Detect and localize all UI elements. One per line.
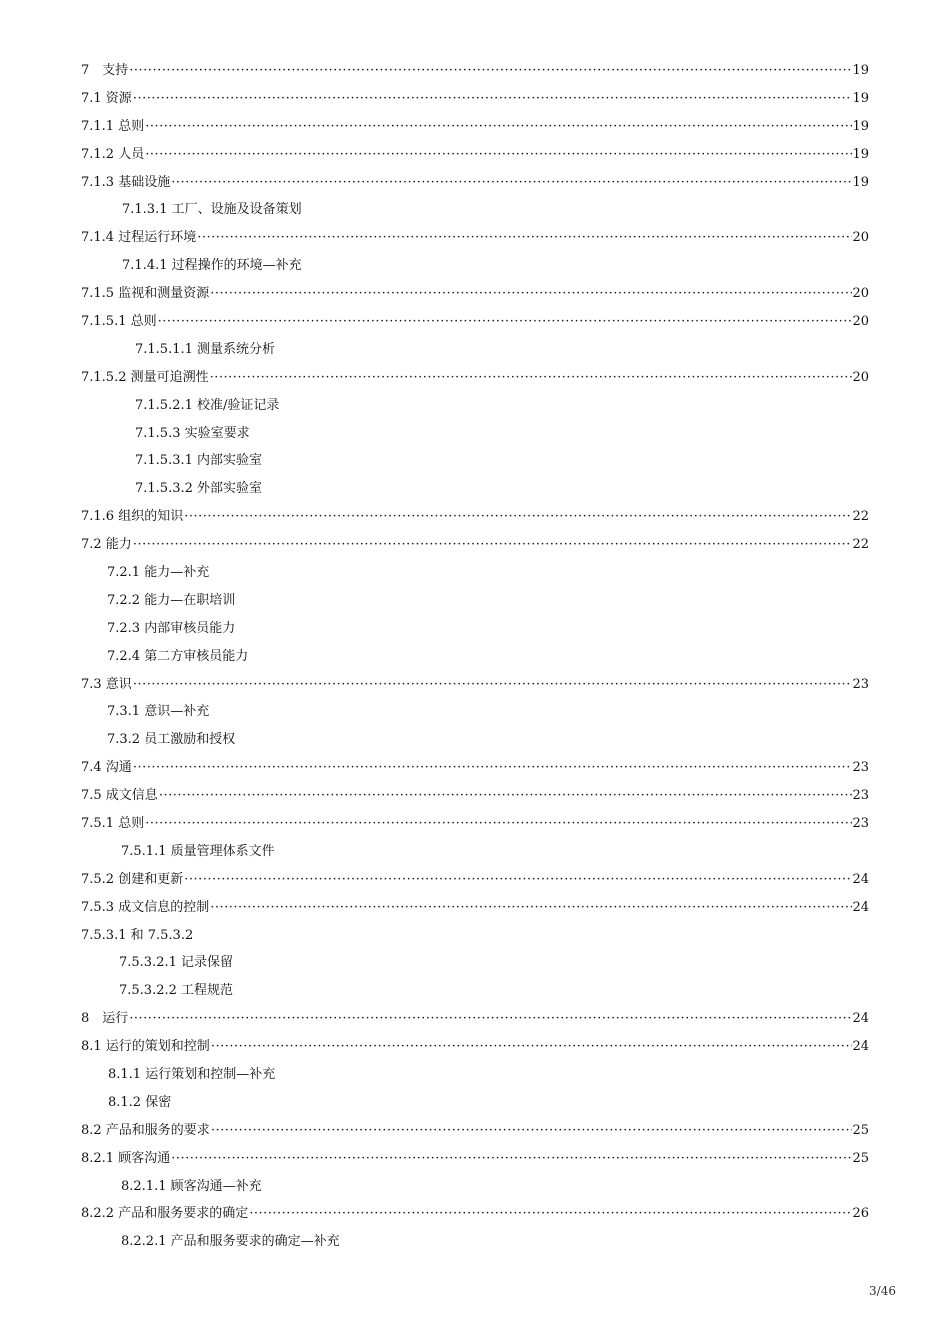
toc-entry-title: 7.5.3.2.1 记录保留 xyxy=(119,955,234,971)
toc-entry[interactable] xyxy=(81,698,869,726)
toc-entry-title: 8.2.2.1 产品和服务要求的确定—补充 xyxy=(121,1234,340,1250)
toc-entry-page-number: 19 xyxy=(852,174,869,190)
toc-entry-page-number: 19 xyxy=(852,118,869,134)
toc-entry-title: 8.2.2 产品和服务要求的确定 xyxy=(81,1206,249,1222)
toc-entry[interactable] xyxy=(81,1145,869,1173)
toc-entry[interactable] xyxy=(81,113,869,141)
toc-entry-title: 7.5.2 创建和更新 xyxy=(81,871,184,887)
toc-entry[interactable] xyxy=(81,392,869,420)
toc-entry-title: 8 运行 xyxy=(81,1011,129,1027)
toc-entry-page-number: 19 xyxy=(852,62,869,78)
toc-entry[interactable] xyxy=(81,531,869,559)
toc-dot-leader xyxy=(133,677,853,693)
toc-entry[interactable] xyxy=(81,1061,869,1089)
toc-entry-page-number: 20 xyxy=(852,313,869,329)
toc-entry-title: 7.1.5.2 测量可追溯性 xyxy=(81,369,209,385)
toc-entry[interactable] xyxy=(81,308,869,336)
toc-dot-leader xyxy=(158,314,853,330)
toc-entry-page-number: 22 xyxy=(852,509,869,525)
toc-dot-leader xyxy=(145,147,852,163)
toc-entry-title: 7.3.1 意识—补充 xyxy=(107,704,210,720)
toc-entry-title: 7.5.1.1 质量管理体系文件 xyxy=(121,843,275,859)
toc-entry[interactable] xyxy=(81,336,869,364)
toc-entry[interactable] xyxy=(81,615,869,643)
toc-entry-title: 7.1.5 监视和测量资源 xyxy=(81,286,210,302)
toc-entry-page-number: 19 xyxy=(852,146,869,162)
toc-dot-leader xyxy=(210,900,852,916)
toc-entry[interactable] xyxy=(81,559,869,587)
toc-entry[interactable] xyxy=(81,922,869,950)
toc-entry[interactable] xyxy=(81,977,869,1005)
toc-entry-title: 7.5 成文信息 xyxy=(81,788,158,804)
toc-entry[interactable] xyxy=(81,224,869,252)
toc-entry-page-number: 23 xyxy=(852,815,869,831)
toc-entry-title: 7.5.3.1 和 7.5.3.2 xyxy=(81,927,194,943)
toc-entry[interactable] xyxy=(81,1201,869,1229)
toc-entry[interactable] xyxy=(81,1005,869,1033)
toc-dot-leader xyxy=(129,1011,852,1027)
toc-dot-leader xyxy=(249,1206,852,1222)
toc-entry-title: 7.2.4 第二方审核员能力 xyxy=(107,648,249,664)
toc-entry-page-number: 24 xyxy=(852,899,869,915)
toc-entry-page-number: 23 xyxy=(852,788,869,804)
toc-entry-page-number: 19 xyxy=(852,90,869,106)
toc-entry[interactable] xyxy=(81,671,869,699)
toc-entry-page-number: 25 xyxy=(852,1150,869,1166)
toc-entry-title: 8.1.2 保密 xyxy=(108,1094,172,1110)
toc-entry[interactable] xyxy=(81,169,869,197)
toc-entry[interactable] xyxy=(81,726,869,754)
toc-dot-leader xyxy=(171,175,852,191)
toc-entry-title: 7.1.2 人员 xyxy=(81,146,145,162)
toc-entry-page-number: 20 xyxy=(852,286,869,302)
toc-entry-title: 7.1 资源 xyxy=(81,90,132,106)
toc-entry-title: 8.2.1 顾客沟通 xyxy=(81,1150,171,1166)
toc-entry[interactable] xyxy=(81,1173,869,1201)
toc-entry-title: 7.3.2 员工激励和授权 xyxy=(107,732,236,748)
toc-entry-page-number: 22 xyxy=(852,537,869,553)
toc-dot-leader xyxy=(133,760,853,776)
toc-entry-title: 7.1.5.3 实验室要求 xyxy=(135,425,250,441)
toc-entry-title: 7.2.2 能力—在职培训 xyxy=(107,592,236,608)
toc-entry-page-number: 20 xyxy=(852,230,869,246)
toc-entry-title: 7.3 意识 xyxy=(81,676,132,692)
toc-entry[interactable] xyxy=(81,866,869,894)
toc-entry[interactable] xyxy=(81,280,869,308)
toc-entry[interactable] xyxy=(81,57,869,85)
toc-entry-title: 7.1.6 组织的知识 xyxy=(81,509,184,525)
toc-entry-title: 8.1 运行的策划和控制 xyxy=(81,1039,210,1055)
toc-entry[interactable] xyxy=(81,1228,869,1256)
table-of-contents xyxy=(81,57,869,1256)
toc-entry[interactable] xyxy=(81,894,869,922)
toc-dot-leader xyxy=(197,230,852,246)
toc-entry-title: 7.1.5.3.1 内部实验室 xyxy=(135,453,263,469)
toc-entry-page-number: 23 xyxy=(852,760,869,776)
toc-entry-page-number: 20 xyxy=(852,369,869,385)
toc-entry[interactable] xyxy=(81,252,869,280)
toc-entry-title: 7.1.5.1 总则 xyxy=(81,313,157,329)
toc-entry[interactable] xyxy=(81,587,869,615)
toc-dot-leader xyxy=(210,286,852,302)
toc-entry-title: 7.1.5.1.1 测量系统分析 xyxy=(135,341,276,357)
toc-entry[interactable] xyxy=(81,141,869,169)
toc-dot-leader xyxy=(211,1123,853,1139)
toc-entry-title: 7.2.1 能力—补充 xyxy=(107,564,210,580)
toc-entry-title: 8.2.1.1 顾客沟通—补充 xyxy=(121,1178,262,1194)
toc-entry-title: 7.5.3.2.2 工程规范 xyxy=(119,983,234,999)
toc-entry[interactable] xyxy=(81,85,869,113)
toc-entry[interactable] xyxy=(81,475,869,503)
toc-entry-page-number: 25 xyxy=(852,1122,869,1138)
toc-dot-leader xyxy=(133,91,853,107)
toc-entry-title: 7.1.4 过程运行环境 xyxy=(81,230,197,246)
toc-dot-leader xyxy=(145,816,852,832)
toc-entry[interactable] xyxy=(81,447,869,475)
toc-entry-title: 8.2 产品和服务的要求 xyxy=(81,1122,210,1138)
toc-entry[interactable] xyxy=(81,420,869,448)
toc-dot-leader xyxy=(171,1151,852,1167)
toc-entry[interactable] xyxy=(81,950,869,978)
toc-entry-page-number: 26 xyxy=(852,1206,869,1222)
toc-dot-leader xyxy=(210,370,853,386)
toc-dot-leader xyxy=(129,63,852,79)
toc-entry-title: 7.4 沟通 xyxy=(81,760,132,776)
toc-dot-leader xyxy=(184,872,852,888)
toc-entry[interactable] xyxy=(81,503,869,531)
toc-entry[interactable] xyxy=(81,1089,869,1117)
toc-entry-title: 7.2.3 内部审核员能力 xyxy=(107,620,236,636)
page-number: 3/46 xyxy=(869,1284,896,1298)
toc-entry-page-number: 24 xyxy=(852,1039,869,1055)
toc-entry-title: 7.2 能力 xyxy=(81,537,132,553)
toc-entry-page-number: 23 xyxy=(852,676,869,692)
toc-entry-title: 7.1.5.3.2 外部实验室 xyxy=(135,481,263,497)
toc-entry-title: 7 支持 xyxy=(81,62,129,78)
toc-entry-title: 7.5.3 成文信息的控制 xyxy=(81,899,210,915)
toc-dot-leader xyxy=(145,119,852,135)
toc-entry[interactable] xyxy=(81,754,869,782)
toc-dot-leader xyxy=(211,1039,853,1055)
toc-dot-leader xyxy=(159,788,853,804)
toc-entry[interactable] xyxy=(81,643,869,671)
toc-entry[interactable] xyxy=(81,838,869,866)
toc-entry-title: 8.1.1 运行策划和控制—补充 xyxy=(108,1067,276,1082)
toc-entry[interactable] xyxy=(81,1033,869,1061)
toc-entry-page-number: 24 xyxy=(852,1011,869,1027)
toc-entry[interactable] xyxy=(81,810,869,838)
toc-dot-leader xyxy=(184,509,852,525)
toc-entry-title: 7.1.4.1 过程操作的环境—补充 xyxy=(122,258,302,274)
toc-entry-title: 7.1.3.1 工厂、设施及设备策划 xyxy=(122,202,302,218)
toc-entry-title: 7.1.5.2.1 校准/验证记录 xyxy=(135,397,280,413)
toc-entry[interactable] xyxy=(81,364,869,392)
toc-entry-title: 7.1.3 基础设施 xyxy=(81,174,171,190)
toc-entry-title: 7.5.1 总则 xyxy=(81,815,145,831)
toc-entry-title: 7.1.1 总则 xyxy=(81,118,145,134)
toc-dot-leader xyxy=(133,537,853,553)
toc-entry[interactable] xyxy=(81,782,869,810)
toc-entry[interactable] xyxy=(81,196,869,224)
toc-entry-page-number: 24 xyxy=(852,871,869,887)
toc-entry[interactable] xyxy=(81,1117,869,1145)
